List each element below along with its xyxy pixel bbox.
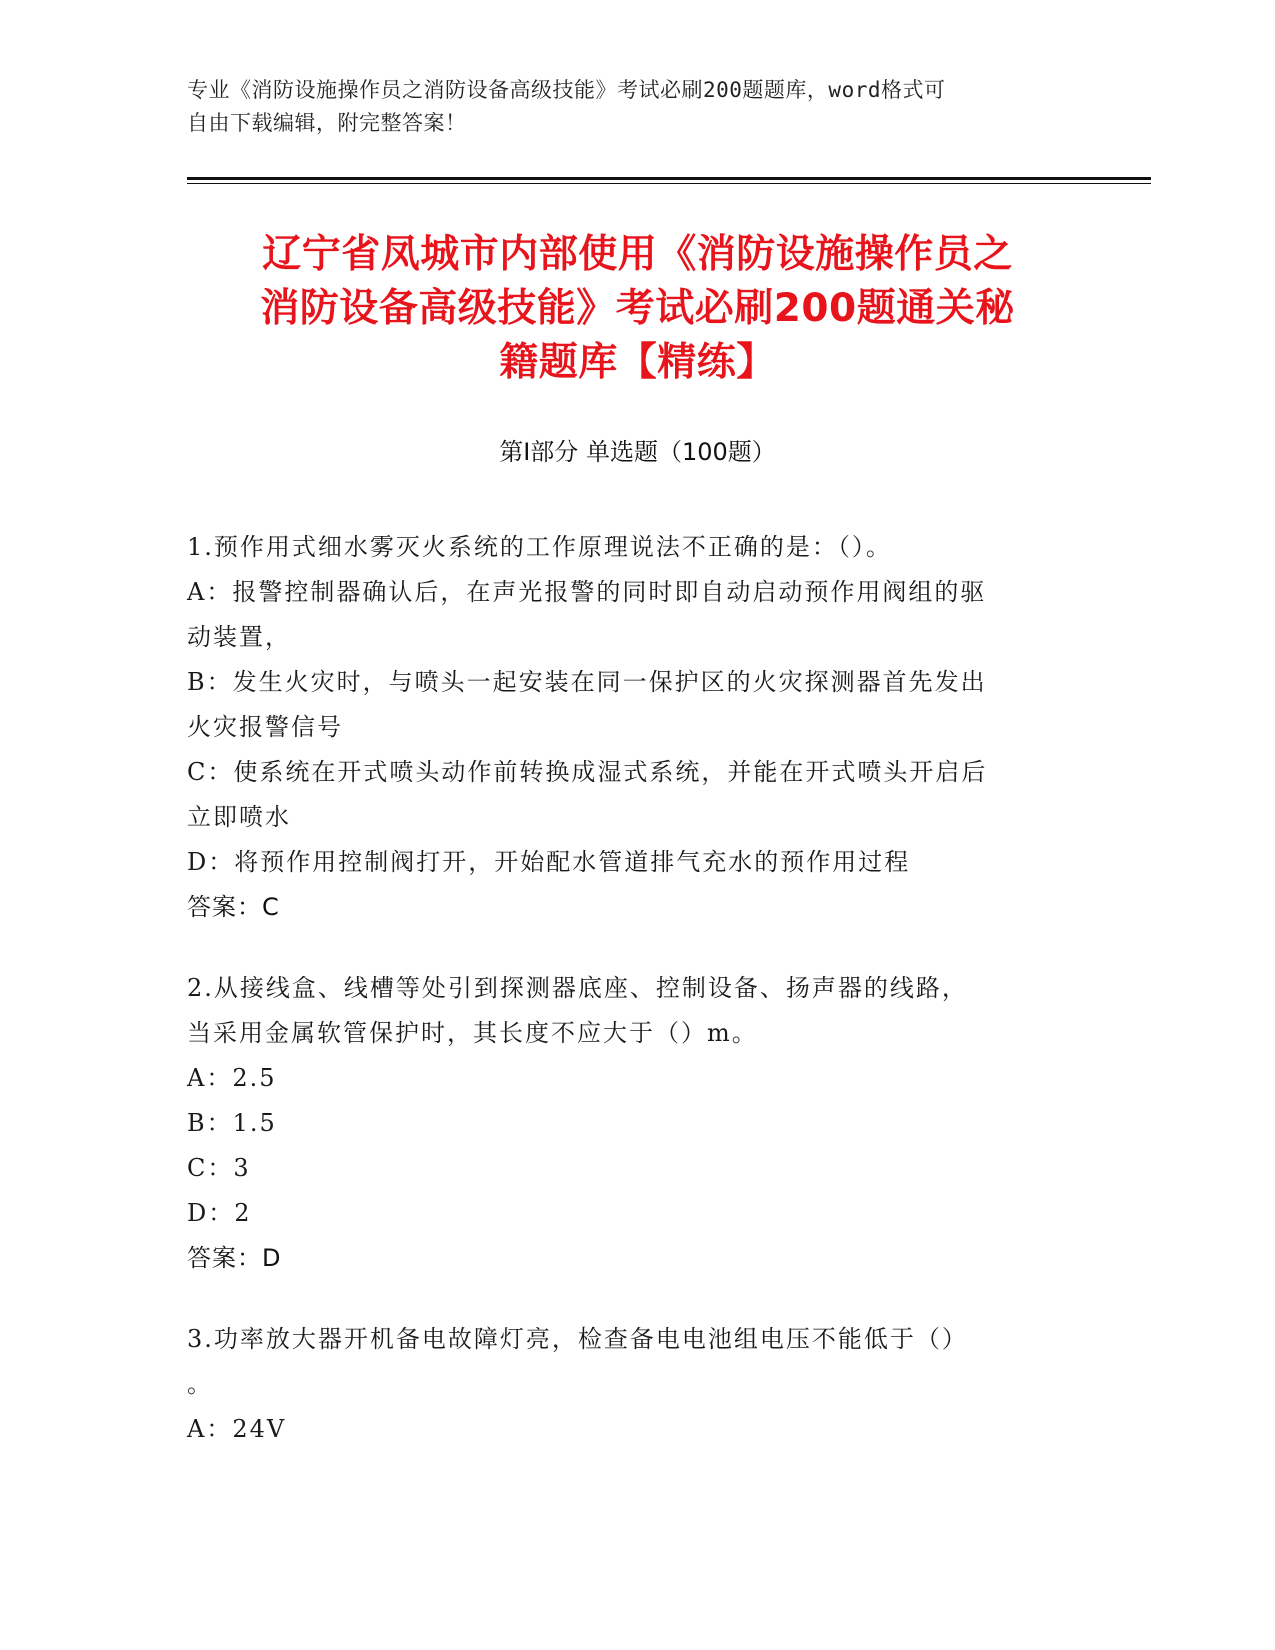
option-a: A：2.5 xyxy=(187,1064,277,1092)
header-note-line: 专业《消防设施操作员之消防设备高级技能》考试必刷200题题库，word格式可 xyxy=(187,78,946,102)
header-note xyxy=(187,74,1067,140)
header-divider-thick xyxy=(187,177,1151,180)
question-3 xyxy=(187,1317,1067,1452)
question-list xyxy=(187,525,1067,1488)
section-title: 第Ⅰ部分 单选题（100题） xyxy=(499,438,776,466)
question-stem-cont: 当采用金属软管保护时，其长度不应大于（）m。 xyxy=(187,1019,758,1047)
title-line: 消防设备高级技能》考试必刷200题通关秘 xyxy=(260,286,1015,331)
document-title xyxy=(180,228,1095,390)
answer: 答案：C xyxy=(187,893,280,921)
question-stem: 3.功率放大器开机备电故障灯亮，检查备电电池组电压不能低于（） xyxy=(187,1325,968,1353)
question-stem: 2.从接线盒、线槽等处引到探测器底座、控制设备、扬声器的线路， xyxy=(187,974,968,1002)
title-line: 辽宁省凤城市内部使用《消防设施操作员之 xyxy=(262,232,1013,277)
option-d: D：2 xyxy=(187,1199,252,1227)
title-line: 籍题库【精练】 xyxy=(499,340,776,385)
question-stem: 1.预作用式细水雾灭火系统的工作原理说法不正确的是：（）。 xyxy=(187,533,892,561)
option-c: C：使系统在开式喷头动作前转换成湿式系统，并能在开式喷头开启后 xyxy=(187,758,988,786)
option-b: B：发生火灾时，与喷头一起安装在同一保护区的火灾探测器首先发出 xyxy=(187,668,987,696)
option-a: A：24V xyxy=(187,1415,287,1443)
option-a-cont: 动装置， xyxy=(187,623,291,651)
option-c: C：3 xyxy=(187,1154,251,1182)
question-2 xyxy=(187,966,1067,1281)
option-b-cont: 火灾报警信号 xyxy=(187,713,343,741)
option-c-cont: 立即喷水 xyxy=(187,803,291,831)
question-stem-cont: 。 xyxy=(187,1370,213,1398)
header-divider-thin xyxy=(187,183,1151,184)
answer: 答案：D xyxy=(187,1244,282,1272)
option-b: B：1.5 xyxy=(187,1109,277,1137)
option-a: A：报警控制器确认后，在声光报警的同时即自动启动预作用阀组的驱 xyxy=(187,578,987,606)
header-note-line: 自由下载编辑，附完整答案！ xyxy=(187,111,467,135)
option-d: D：将预作用控制阀打开，开始配水管道排气充水的预作用过程 xyxy=(187,848,911,876)
question-1 xyxy=(187,525,1067,930)
